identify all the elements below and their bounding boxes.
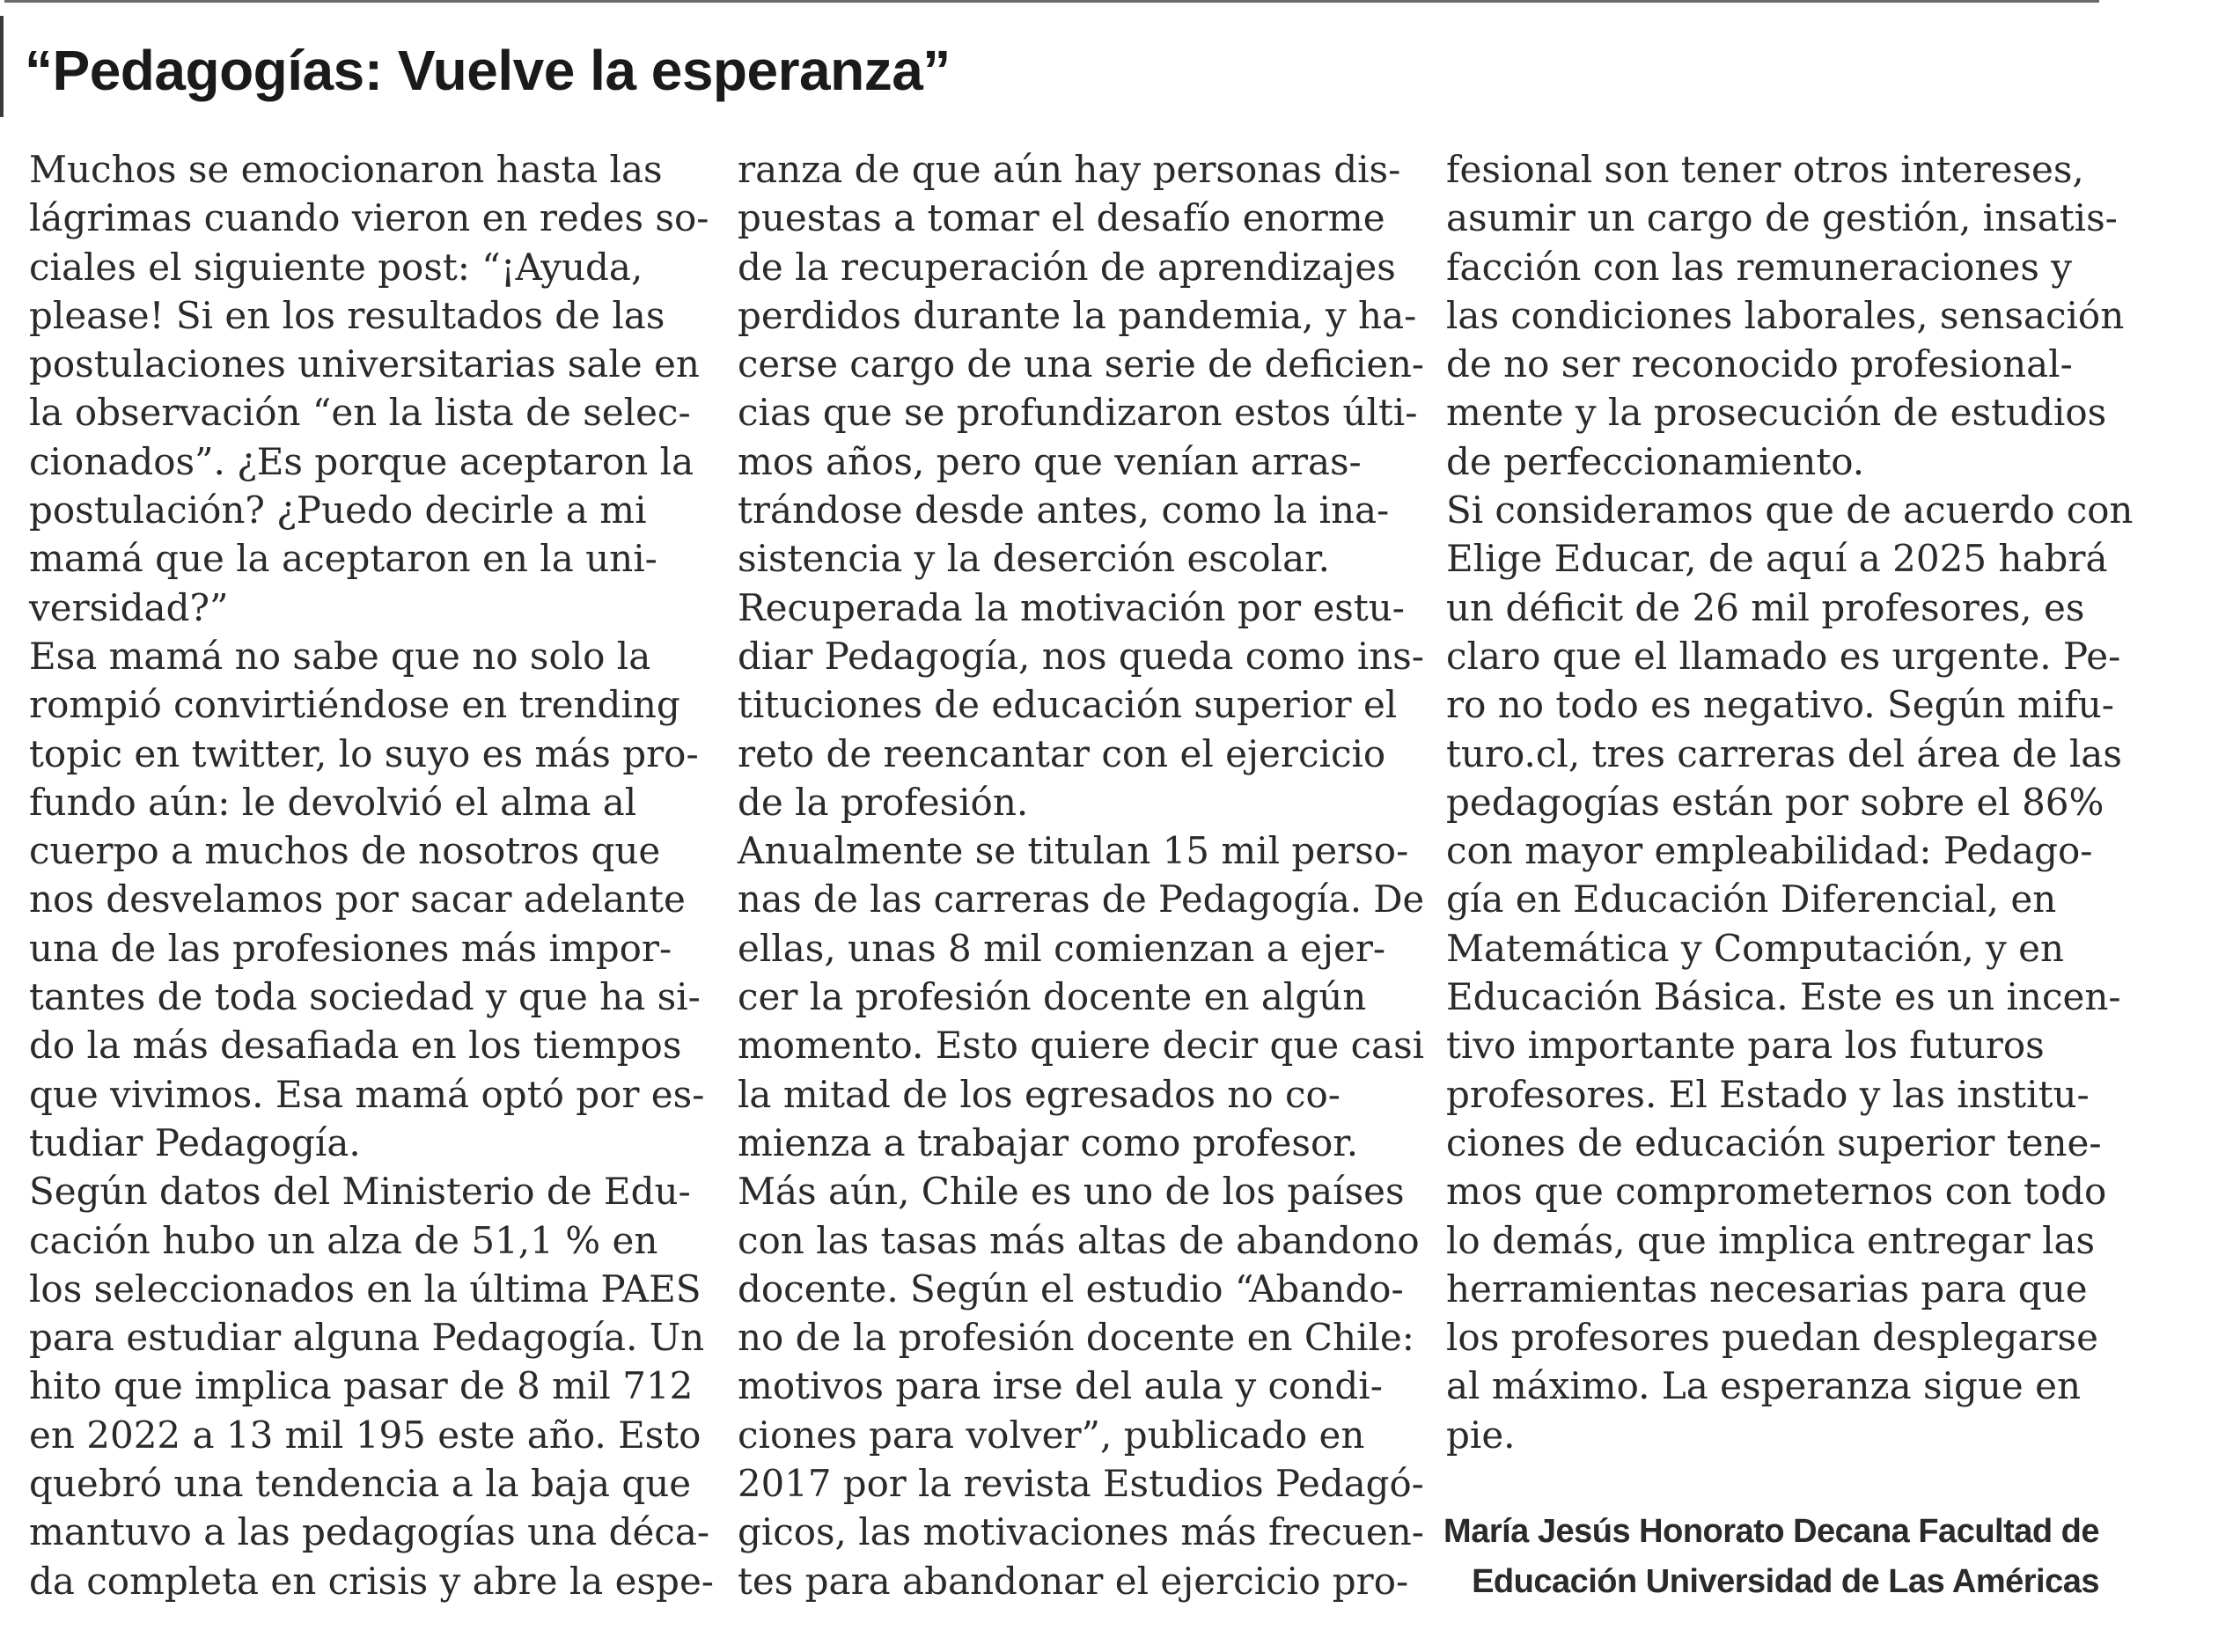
text-line: tituciones de educación superior el	[738, 683, 1398, 727]
text-line: nas de las carreras de Pedagogía. De	[738, 877, 1425, 921]
text-line: lágrimas cuando vieron en redes so-	[29, 196, 709, 240]
text-line: gicos, las motivaciones más frecuen-	[738, 1510, 1424, 1554]
text-line: ellas, unas 8 mil comienzan a ejer-	[738, 926, 1386, 970]
text-line: Según datos del Ministerio de Edu-	[29, 1170, 691, 1214]
text-line: en 2022 a 13 mil 195 este año. Esto	[29, 1413, 701, 1457]
text-line: tivo importante para los futuros	[1446, 1024, 2045, 1068]
text-line: de la profesión.	[738, 780, 1029, 824]
text-line: ciones de educación superior tene-	[1446, 1120, 2102, 1164]
text-line: Elige Educar, de aquí a 2025 habrá	[1446, 537, 2108, 581]
text-line: mienza a trabajar como profesor.	[738, 1120, 1359, 1164]
text-line: diar Pedagogía, nos queda como ins-	[738, 634, 1424, 678]
article-column-2	[738, 145, 1424, 1605]
text-line: ciales el siguiente post: “¡Ayuda,	[29, 245, 643, 289]
text-line: postulación? ¿Puedo decirle a mi	[29, 488, 647, 532]
text-line: Muchos se emocionaron hasta las	[29, 148, 663, 191]
text-line: fesional son tener otros intereses,	[1446, 148, 2084, 191]
text-line: cuerpo a muchos de nosotros que	[29, 829, 661, 873]
text-line: Esa mamá no sabe que no solo la	[29, 634, 651, 678]
text-line: al máximo. La esperanza sigue en	[1446, 1364, 2082, 1408]
text-line: tantes de toda sociedad y que ha si-	[29, 975, 701, 1019]
text-line: postulaciones universitarias sale en	[29, 342, 700, 386]
text-line: Anualmente se titulan 15 mil perso-	[738, 829, 1409, 873]
text-line: perdidos durante la pandemia, y ha-	[738, 293, 1417, 337]
text-line: no de la profesión docente en Chile:	[738, 1316, 1414, 1360]
text-line: que vivimos. Esa mamá optó por es-	[29, 1072, 705, 1116]
article-column-1	[29, 145, 716, 1605]
text-line: claro que el llamado es urgente. Pe-	[1446, 634, 2121, 678]
text-line: ranza de que aún hay personas dis-	[738, 148, 1401, 191]
text-line: sistencia y la deserción escolar.	[738, 537, 1330, 581]
text-line: cias que se profundizaron estos últi-	[738, 391, 1418, 435]
text-line: facción con las remuneraciones y	[1446, 245, 2072, 289]
text-line: da completa en crisis y abre la espe-	[29, 1559, 714, 1603]
text-line: los profesores puedan desplegarse	[1446, 1316, 2098, 1360]
text-line: turo.cl, tres carreras del área de las	[1446, 731, 2122, 775]
text-line: fundo aún: le devolvió el alma al	[29, 780, 637, 824]
text-line: puestas a tomar el desafío enorme	[738, 196, 1385, 240]
text-line: 2017 por la revista Estudios Pedagó-	[738, 1462, 1424, 1506]
text-line: con las tasas más altas de abandono	[738, 1218, 1420, 1262]
text-line: gía en Educación Diferencial, en	[1446, 877, 2057, 921]
text-line: do la más desafiada en los tiempos	[29, 1024, 682, 1068]
text-line: pie.	[1446, 1413, 1516, 1457]
text-line: motivos para irse del aula y condi-	[738, 1364, 1383, 1408]
text-line: una de las profesiones más impor-	[29, 926, 672, 970]
text-line: cionados”. ¿Es porque aceptaron la	[29, 439, 694, 483]
text-line: cerse cargo de una serie de deficien-	[738, 342, 1425, 386]
text-line: trándose desde antes, como la ina-	[738, 488, 1390, 532]
text-line: de no ser reconocido profesional-	[1446, 342, 2073, 386]
text-line: momento. Esto quiere decir que casi	[738, 1024, 1425, 1068]
text-line: quebró una tendencia a la baja que	[29, 1462, 692, 1506]
text-line: mantuvo a las pedagogías una déca-	[29, 1510, 710, 1554]
text-line: ro no todo es negativo. Según mifu-	[1446, 683, 2114, 727]
text-line: mos años, pero que venían arras-	[738, 439, 1362, 483]
article-column-3	[1446, 145, 2133, 1459]
text-line: Educación Básica. Este es un incen-	[1446, 975, 2121, 1019]
text-line: tudiar Pedagogía.	[29, 1120, 361, 1164]
text-line: cación hubo un alza de 51,1 % en	[29, 1218, 658, 1262]
text-line: la mitad de los egresados no co-	[738, 1072, 1341, 1116]
text-line: pedagogías están por sobre el 86%	[1446, 780, 2104, 824]
text-line: hito que implica pasar de 8 mil 712	[29, 1364, 694, 1408]
text-line: Si consideramos que de acuerdo con	[1446, 488, 2134, 532]
text-line: Más aún, Chile es uno de los países	[738, 1170, 1405, 1214]
text-line: para estudiar alguna Pedagogía. Un	[29, 1316, 705, 1360]
text-line: reto de reencantar con el ejercicio	[738, 731, 1386, 775]
text-line: lo demás, que implica entregar las	[1446, 1218, 2096, 1262]
text-line: docente. Según el estudio “Abando-	[738, 1267, 1404, 1311]
text-line: cer la profesión docente en algún	[738, 975, 1367, 1019]
text-line: topic en twitter, lo suyo es más pro-	[29, 731, 699, 775]
text-line: de perfeccionamiento.	[1446, 439, 1865, 483]
text-line: las condiciones laborales, sensación	[1446, 293, 2125, 337]
text-line: herramientas necesarias para que	[1446, 1267, 2088, 1311]
left-rule	[0, 16, 4, 117]
text-line: de la recuperación de aprendizajes	[738, 245, 1396, 289]
text-line: Recuperada la motivación por estu-	[738, 585, 1405, 629]
text-line: Matemática y Computación, y en	[1446, 926, 2065, 970]
text-line: mos que comprometernos con todo	[1446, 1170, 2107, 1214]
byline	[1373, 1507, 2099, 1607]
headline: “Pedagogías: Vuelve la esperanza”	[25, 39, 951, 102]
text-line: versidad?”	[29, 585, 229, 629]
text-line: profesores. El Estado y las institu-	[1446, 1072, 2090, 1116]
top-rule	[4, 0, 2099, 3]
byline-line: María Jesús Honorato Decana Facultad de	[1443, 1513, 2099, 1550]
text-line: la observación “en la lista de selec-	[29, 391, 691, 435]
text-line: please! Si en los resultados de las	[29, 293, 665, 337]
text-line: ciones para volver”, publicado en	[738, 1413, 1365, 1457]
text-line: mamá que la aceptaron en la uni-	[29, 537, 657, 581]
text-line: rompió convirtiéndose en trending	[29, 683, 680, 727]
byline-line: Educación Universidad de Las Américas	[1472, 1563, 2099, 1600]
text-line: nos desvelamos por sacar adelante	[29, 877, 686, 921]
text-line: tes para abandonar el ejercicio pro-	[738, 1559, 1409, 1603]
text-line: asumir un cargo de gestión, insatis-	[1446, 196, 2118, 240]
text-line: un déficit de 26 mil profesores, es	[1446, 585, 2085, 629]
text-line: con mayor empleabilidad: Pedago-	[1446, 829, 2093, 873]
text-line: mente y la prosecución de estudios	[1446, 391, 2107, 435]
text-line: los seleccionados en la última PAES	[29, 1267, 701, 1311]
